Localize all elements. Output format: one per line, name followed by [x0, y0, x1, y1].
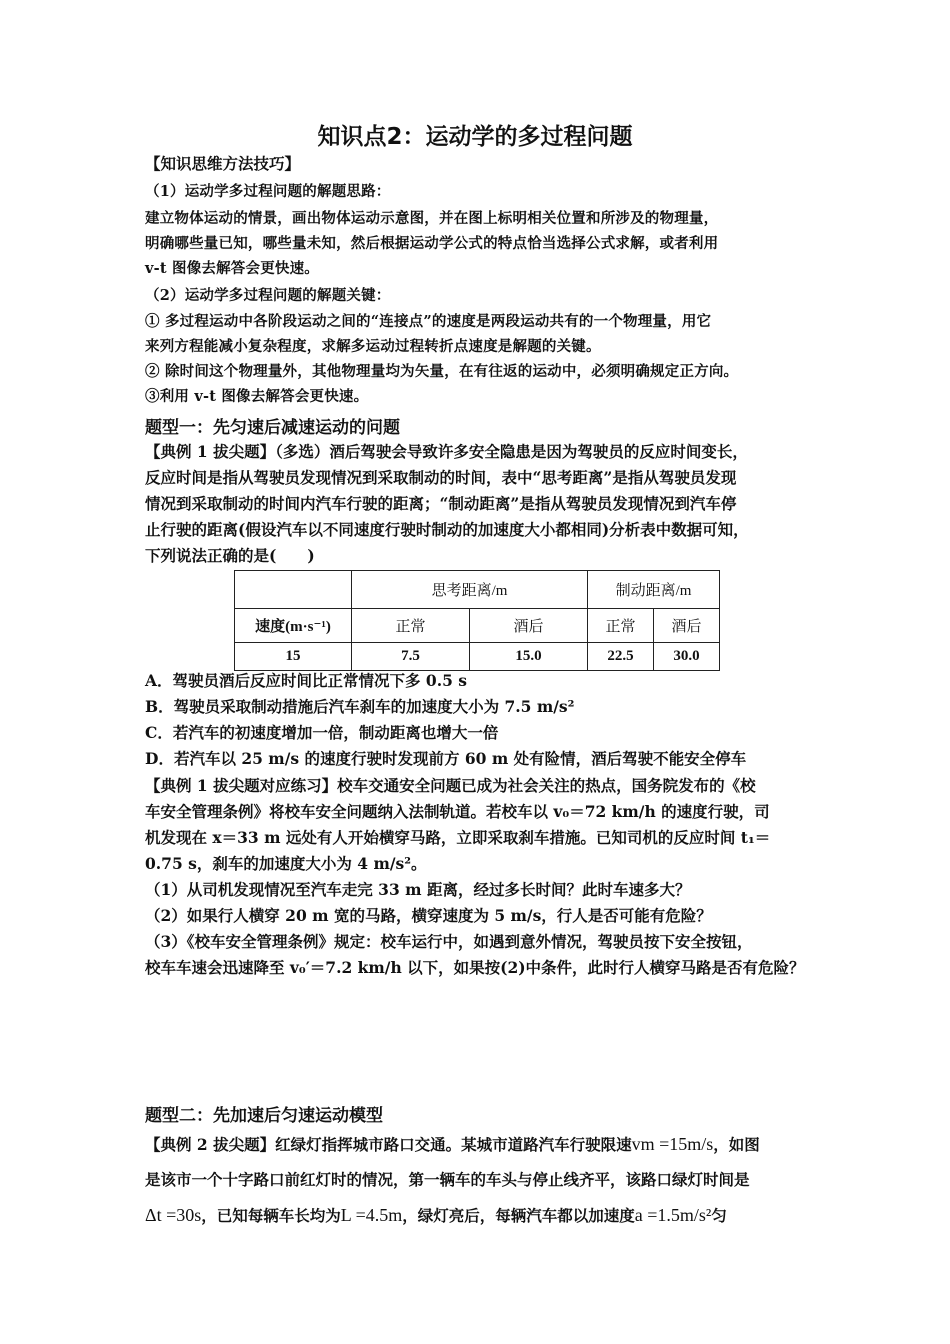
example2-label: 【典例 2 拔尖题】 [145, 1135, 276, 1154]
question-2: （2）如果行人横穿 20 m 宽的马路，横穿速度为 5 m/s，行人是否可能有危险？ [145, 906, 712, 925]
table-cell-thinking-normal: 7.5 [352, 643, 470, 671]
option-b: B．驾驶员采取制动措施后汽车刹车的加速度大小为 7.5 m/s² [145, 697, 575, 716]
practice-label: 【典例 1 拔尖题对应练习】 [145, 776, 338, 795]
table-blank-cell [235, 571, 352, 609]
method-p1-title: （1）运动学多过程问题的解题思路： [145, 183, 391, 200]
table-group-thinking: 思考距离/m [352, 571, 588, 609]
method-header: 【知识思维方法技巧】 [145, 154, 301, 173]
speed-limit-formula: vm =15m/s [631, 1134, 714, 1154]
table-cell-braking-normal: 22.5 [588, 643, 654, 671]
example1-line4: 止行驶的距离(假设汽车以不同速度行驶时制动的加速度大小都相同)分析表中数据可知， [145, 520, 749, 539]
practice-line4: 0.75 s，刹车的加速度大小为 4 m/s²。 [145, 854, 427, 873]
option-a: A．驾驶员酒后反应时间比正常情况下多 0.5 s [145, 671, 468, 690]
example1-line2: 反应时间是指从驾驶员发现情况到采取制动的时间，表中“思考距离”是指从驾驶员发现 [145, 468, 737, 487]
method-p1-line3: v-t 图像去解答会更快速。 [145, 260, 319, 277]
question-1: （1）从司机发现情况至汽车走完 33 m 距离，经过多长时间？此时车速多大？ [145, 880, 691, 899]
example2-line1 [145, 1134, 760, 1155]
green-time-formula: Δt =30s [145, 1205, 202, 1225]
acceleration-formula: a =1.5m/s² [634, 1205, 712, 1225]
table-normal-2: 正常 [588, 609, 654, 643]
table-drunk-2: 酒后 [654, 609, 720, 643]
method-p2-line1: ① 多过程运动中各阶段运动之间的“连接点”的速度是两段运动共有的一个物理量，用它 [145, 313, 712, 330]
method-p2-line4: ③利用 v-t 图像去解答会更快速。 [145, 388, 369, 405]
example2-text-5: 匀 [711, 1206, 727, 1225]
option-d: D．若汽车以 25 m/s 的速度行驶时发现前方 60 m 处有险情，酒后驾驶不能安全停车 [145, 749, 747, 768]
method-p2-line3: ② 除时间这个物理量外，其他物理量均为矢量，在有往返的运动中，必须明确规定正方向。 [145, 363, 739, 380]
example2-line2: 是该市一个十字路口前红灯时的情况，第一辆车的车头与停止线齐平，该路口绿灯时间是 [145, 1170, 750, 1189]
example2-text-1: 红绿灯指挥城市路口交通。某城市道路汽车行驶限速 [275, 1135, 632, 1154]
practice-line1 [145, 776, 756, 796]
page-title: 知识点2：运动学的多过程问题 [317, 124, 633, 150]
example2-text-4: ，绿灯亮后，每辆汽车都以加速度 [402, 1206, 635, 1225]
example2-text-2: ，如图 [713, 1135, 760, 1154]
table-cell-braking-drunk: 30.0 [654, 643, 720, 671]
table-cell-thinking-drunk: 15.0 [470, 643, 588, 671]
option-c: C．若汽车的初速度增加一倍，制动距离也增大一倍 [145, 723, 499, 742]
section1-heading: 题型一：先匀速后减速运动的问题 [145, 418, 400, 438]
method-p1-line1: 建立物体运动的情景，画出物体运动示意图，并在图上标明相关位置和所涉及的物理量， [145, 210, 719, 227]
example1-line1 [145, 442, 748, 462]
example1-label: 【典例 1 拔尖题】 [145, 442, 276, 461]
data-table [234, 570, 720, 671]
question-3-line1: （3）《校车安全管理条例》规定：校车运行中，如遇到意外情况，驾驶员按下安全按钮， [145, 932, 753, 951]
practice-text: 校车交通安全问题已成为社会关注的热点，国务院发布的《校 [337, 776, 756, 795]
example1-line3: 情况到采取制动的时间内汽车行驶的距离；“制动距离”是指从驾驶员发现情况到汽车停 [145, 494, 737, 513]
table-group-braking: 制动距离/m [588, 571, 720, 609]
table-cell-speed: 15 [235, 643, 352, 671]
example2-text-3: ，已知每辆车长均为 [201, 1206, 341, 1225]
method-p2-title: （2）运动学多过程问题的解题关键： [145, 287, 391, 304]
example1-line5: 下列说法正确的是( ) [145, 546, 315, 565]
table-drunk-1: 酒后 [470, 609, 588, 643]
section2-heading: 题型二：先加速后匀速运动模型 [145, 1106, 383, 1126]
table-speed-header: 速度(m·s⁻¹) [235, 609, 352, 643]
question-3-line2: 校车车速会迅速降至 v₀′＝7.2 km/h 以下，如果按(2)中条件，此时行人横穿马路是否有危险？ [145, 958, 805, 977]
example1-text: （多选）酒后驾驶会导致许多安全隐患是因为驾驶员的反应时间变长， [275, 442, 748, 461]
method-p1-line2: 明确哪些量已知，哪些量未知，然后根据运动学公式的特点恰当选择公式求解，或者利用 [145, 235, 719, 252]
practice-line2: 车安全管理条例》将校车安全问题纳入法制轨道。若校车以 v₀＝72 km/h 的速度行驶，司 [145, 802, 770, 821]
practice-line3: 机发现在 x＝33 m 远处有人开始横穿马路，立即采取刹车措施。已知司机的反应时间 t₁＝ [145, 828, 771, 847]
car-length-formula: L =4.5m [340, 1205, 403, 1225]
table-normal-1: 正常 [352, 609, 470, 643]
example2-line3 [145, 1205, 727, 1226]
method-p2-line2: 来列方程能减小复杂程度，求解多运动过程转折点速度是解题的关键。 [145, 338, 601, 355]
table-row [235, 643, 720, 671]
